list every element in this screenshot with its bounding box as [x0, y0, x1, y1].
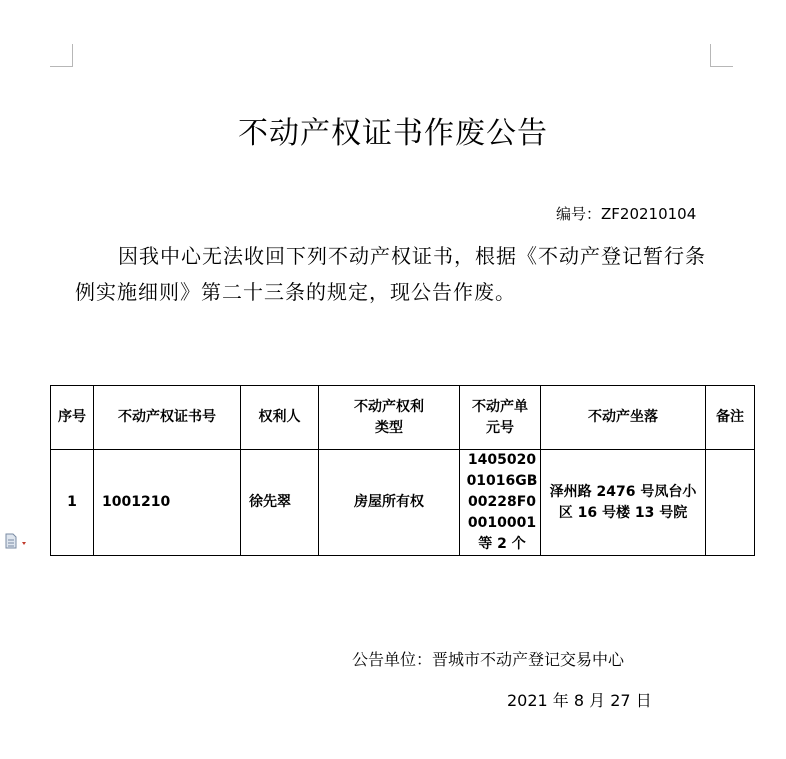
- issuer-line: 公告单位：晋城市不动产登记交易中心: [352, 650, 625, 669]
- cell-cert-no: 1001210: [94, 450, 241, 556]
- cell-seq: 1: [51, 450, 94, 556]
- cell-right-type: 房屋所有权: [319, 450, 460, 556]
- header-location: 不动产坐落: [541, 386, 706, 450]
- table-row: [51, 450, 755, 556]
- cell-holder: 徐先翠: [241, 450, 319, 556]
- header-seq: 序号: [51, 386, 94, 450]
- table-header-row: [51, 386, 755, 450]
- serial-number: 编号：ZF20210104: [556, 205, 697, 223]
- header-holder: 权利人: [241, 386, 319, 450]
- cell-location: 泽州路 2476 号凤台小区 16 号楼 13 号院: [541, 450, 706, 556]
- document-icon[interactable]: [4, 533, 30, 549]
- cell-unit-no: 140502001016GB00228F00010001 等 2 个: [460, 450, 541, 556]
- page-title: 不动产权证书作废公告: [238, 116, 548, 151]
- header-cert-no: 不动产权证书号: [94, 386, 241, 450]
- header-right-type: 不动产权利类型: [319, 386, 460, 450]
- header-remark: 备注: [706, 386, 755, 450]
- certificate-table: [50, 385, 755, 556]
- crop-mark-top-left: [50, 44, 73, 67]
- header-unit-no: 不动产单元号: [460, 386, 541, 450]
- cell-remark: [706, 450, 755, 556]
- date-line: 2021 年 8 月 27 日: [507, 691, 652, 710]
- crop-mark-top-right: [710, 44, 733, 67]
- notice-paragraph: 因我中心无法收回下列不动产权证书，根据《不动产登记暂行条例实施细则》第二十三条的规定，现公告作废。: [75, 244, 706, 304]
